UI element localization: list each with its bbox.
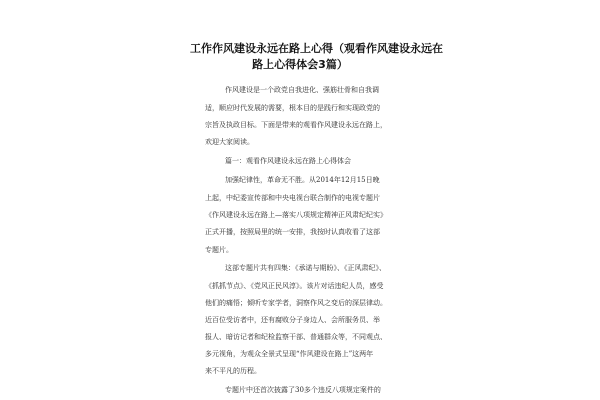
paragraph-line: 加强纪律性，革命无不胜。从2014年12月15日晚	[225, 176, 380, 184]
paragraph-line: 《抓抓节点》、《党风正民风淳》。该片对话违纪人员，感受	[205, 282, 384, 290]
paragraph-line: 他们的痛悟；倾听专家学者，洞察作风之变后的深层律动。	[205, 299, 387, 307]
paragraph-line: 上起，中纪委宣传部和中央电视台联合制作的电视专题片	[205, 194, 380, 202]
paragraph-line: 宗旨及执政目标。下面是带来的观看作风建设永远在路上，	[205, 121, 387, 129]
paragraph-line: 篇一：观看作风建设永远在路上心得体会	[225, 157, 351, 165]
paragraph-line: 适，顺应时代发展的需要，根本目的是践行和实现政党的	[205, 104, 380, 112]
paragraph-line: 近百位受访者中，还有腐败分子身边人、会所服务员、举	[205, 316, 380, 324]
paragraph-line: 《作风建设永远在路上—落实八项规定精神正风肃纪纪实》	[205, 211, 387, 219]
paragraph-line: 欢迎大家阅读。	[205, 138, 254, 146]
document-title-line-2: 路上心得体会3篇）	[252, 58, 348, 71]
paragraph-line: 正式开播，按照局里的统一安排，我按时认真收看了这部	[205, 228, 380, 236]
paragraph-line: 报人、暗访记者和纪检监察干部、普通群众等，不同观点、	[205, 333, 387, 341]
paragraph-line: 这部专题片共有四集：《承诺与期盼》、《正风肃纪》、	[225, 264, 386, 272]
paragraph-line: 专题片。	[205, 246, 233, 254]
document-title-line-1: 工作作风建设永远在路上心得（观看作风建设永远在	[190, 42, 443, 55]
paragraph-line: 来不平凡的历程。	[205, 367, 261, 375]
paragraph-line: 专题片中还首次披露了30多个违反八项规定案件的	[225, 386, 381, 394]
paragraph-line: 多元视角，为观众全景式呈现“作风建设在路上”这两年	[205, 350, 374, 358]
paragraph-line: 作风建设是一个政党自我进化、强筋壮骨和自我调	[225, 86, 379, 94]
